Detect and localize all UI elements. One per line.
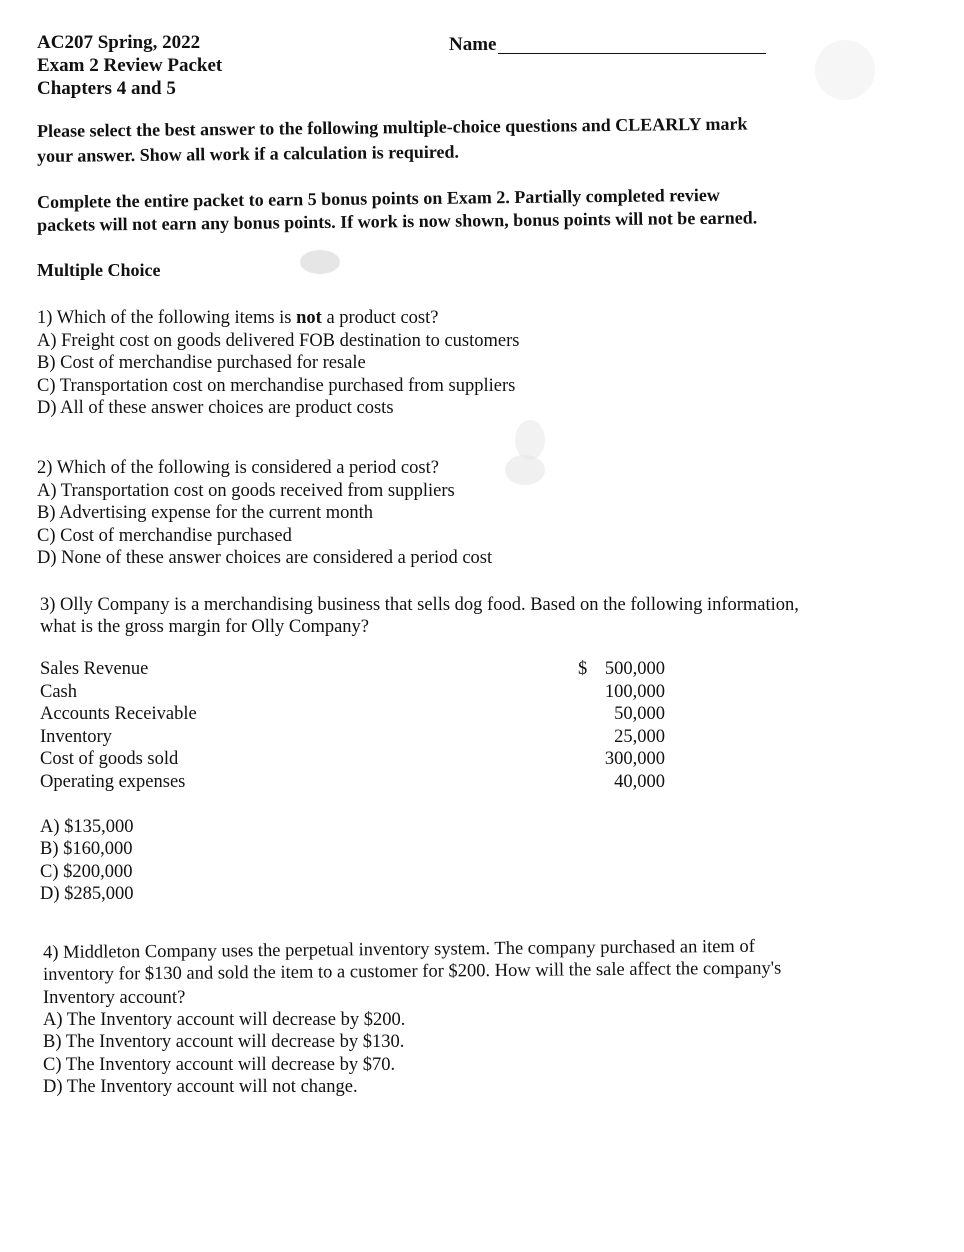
chapters-title: Chapters 4 and 5 — [37, 78, 176, 99]
scan-speck — [300, 250, 340, 274]
q4-option-d[interactable]: D) The Inventory account will not change. — [43, 1077, 358, 1097]
q1-stem — [37, 307, 438, 330]
q1-stem-emphasis: not — [296, 308, 322, 328]
q4-stem-line-2: inventory for $130 and sold the item to a customer for $200. How will the sale affect the company's — [43, 958, 782, 985]
table-row — [40, 727, 670, 750]
item-value: 300,000 — [604, 749, 665, 769]
scan-speck — [515, 420, 545, 460]
item-value: 50,000 — [614, 704, 665, 724]
q1-stem-text: 1) Which of the following items is — [37, 308, 297, 328]
item-value: 500,000 — [604, 659, 665, 679]
item-label: Inventory — [40, 727, 112, 747]
item-label: Operating expenses — [40, 772, 186, 792]
table-row — [40, 772, 670, 795]
item-value: 25,000 — [614, 727, 665, 747]
scan-speck — [815, 40, 875, 100]
course-title: AC207 Spring, 2022 — [37, 32, 201, 53]
q2-option-a[interactable]: A) Transportation cost on goods received from suppliers — [37, 481, 455, 501]
scan-speck — [505, 455, 545, 485]
q4-stem-line-1: 4) Middleton Company uses the perpetual inventory system. The company purchased an item of — [43, 936, 755, 963]
q2-option-d[interactable]: D) None of these answer choices are considered a period cost — [37, 548, 493, 568]
q3-option-c[interactable]: C) $200,000 — [40, 862, 133, 882]
q4-option-c[interactable]: C) The Inventory account will decrease by $70. — [43, 1055, 396, 1075]
q3-stem-line-1: 3) Olly Company is a merchandising business that sells dog food. Based on the following information, — [40, 595, 799, 615]
q1-option-a[interactable]: A) Freight cost on goods delivered FOB destination to customers — [37, 331, 520, 351]
q2-stem: 2) Which of the following is considered a period cost? — [37, 458, 439, 478]
instructions-line-2: your answer. Show all work if a calculation is required. — [37, 141, 460, 166]
item-label: Cash — [40, 682, 77, 702]
q1-option-d[interactable]: D) All of these answer choices are product costs — [37, 398, 394, 418]
q3-option-a[interactable]: A) $135,000 — [40, 817, 134, 837]
packet-title: Exam 2 Review Packet — [37, 55, 223, 76]
q3-option-b[interactable]: B) $160,000 — [40, 839, 133, 859]
table-row — [40, 682, 670, 705]
q3-option-d[interactable]: D) $285,000 — [40, 884, 134, 904]
item-value: 100,000 — [604, 682, 665, 702]
instructions-line-1: Please select the best answer to the following multiple-choice questions and CLEARLY mark — [37, 113, 748, 141]
q2-option-b[interactable]: B) Advertising expense for the current month — [37, 503, 373, 523]
section-title: Multiple Choice — [37, 260, 161, 280]
bonus-line-2: packets will not earn any bonus points. If work is now shown, bonus points will not be earned. — [37, 207, 758, 235]
name-label: Name — [449, 34, 497, 55]
table-row — [40, 704, 670, 727]
q1-stem-text-end: a product cost? — [321, 308, 439, 328]
bonus-line-1: Complete the entire packet to earn 5 bonus points on Exam 2. Partially completed review — [37, 184, 720, 212]
item-label: Accounts Receivable — [40, 704, 197, 724]
item-label: Sales Revenue — [40, 659, 149, 679]
item-label: Cost of goods sold — [40, 749, 179, 769]
table-row — [40, 659, 670, 682]
item-value: 40,000 — [614, 772, 665, 792]
currency-symbol: $ — [578, 659, 588, 679]
q4-stem-line-3: Inventory account? — [43, 988, 186, 1008]
q3-stem-line-2: what is the gross margin for Olly Company? — [40, 617, 370, 637]
q2-option-c[interactable]: C) Cost of merchandise purchased — [37, 526, 292, 546]
q1-option-c[interactable]: C) Transportation cost on merchandise purchased from suppliers — [37, 376, 516, 396]
q4-option-b[interactable]: B) The Inventory account will decrease by $130. — [43, 1032, 405, 1052]
q4-option-a[interactable]: A) The Inventory account will decrease by $200. — [43, 1010, 406, 1030]
table-row — [40, 749, 670, 772]
q1-option-b[interactable]: B) Cost of merchandise purchased for resale — [37, 353, 366, 373]
name-field-line[interactable] — [498, 53, 766, 54]
